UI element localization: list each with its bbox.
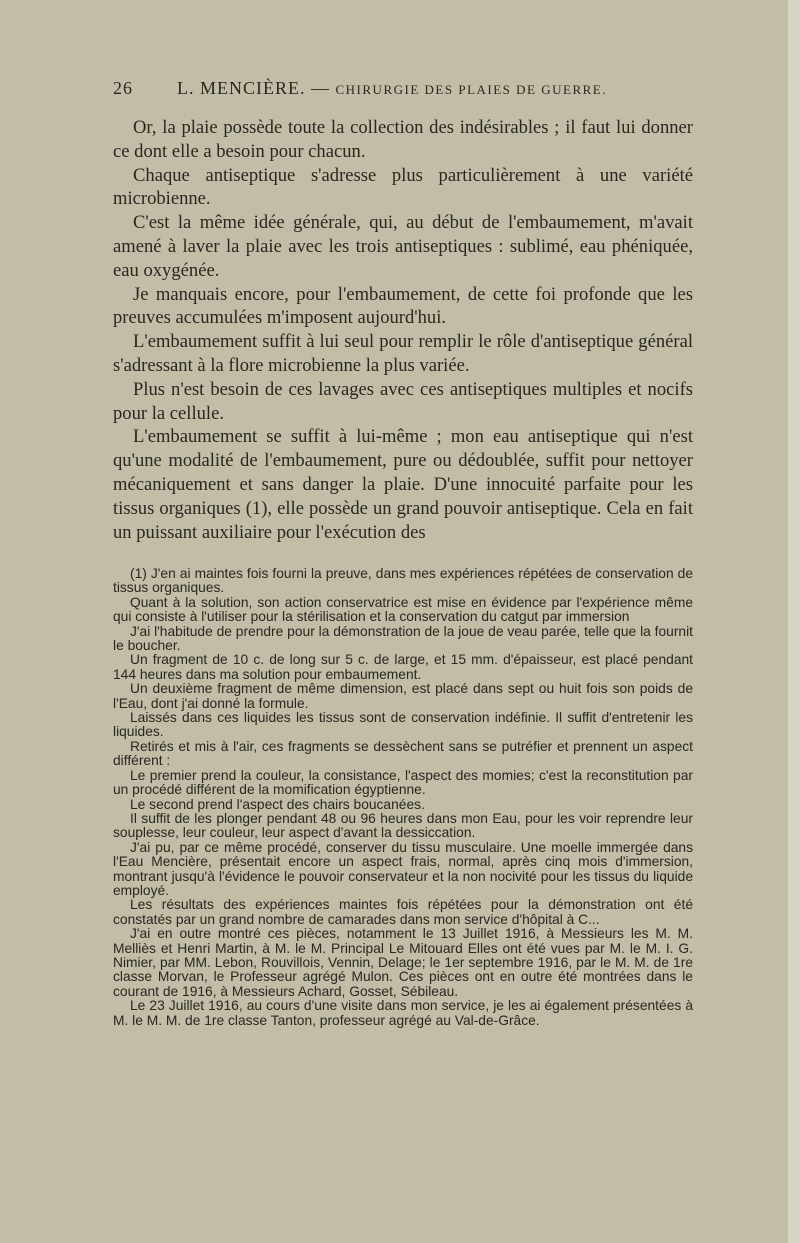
header-title: CHIRURGIE DES PLAIES DE GUERRE. bbox=[335, 82, 607, 97]
body-paragraph: L'embaumement suffit à lui seul pour remplir le rôle d'antiseptique général s'adressant à la flore microbienne la plus variée. bbox=[113, 331, 693, 376]
footnote-paragraph: Le second prend l'aspect des chairs boucanées. bbox=[130, 796, 425, 812]
footnote-paragraph: (1) J'en ai maintes fois fourni la preuve, dans mes expériences répétées de conservation de tissus organiques. bbox=[113, 566, 693, 596]
footnote-paragraph: Le 23 Juillet 1916, au cours d'une visite dans mon service, je les ai également présentées à M. le M. M. de 1re classe Tanton, professeur agrégé au Val-de-Grâce. bbox=[113, 998, 693, 1028]
footnote-paragraph: Le premier prend la couleur, la consistance, l'aspect des momies; c'est la reconstitution par un procédé différent de la momification égyptienne. bbox=[113, 767, 693, 798]
footnote-paragraph: Un deuxième fragment de même dimension, est placé dans sept ou huit fois son poids de l'Eau, dont j'ai donné la formule. bbox=[113, 681, 693, 711]
page-edge bbox=[788, 0, 800, 1243]
running-header bbox=[113, 78, 693, 108]
body-paragraph: L'embaumement se suffit à lui-même ; mon eau antiseptique qui n'est qu'une modalité de l'embaumement, pure ou dédoublée, suffit pour nettoyer mécaniquement et sans danger la plaie. D'une innocuité parfaite pour les tissus organiques (1), elle possède un grand pouvoir antiseptique. Cela en fait un puissant auxiliaire pour l'exécution des bbox=[113, 426, 693, 543]
footnote-paragraph: Retirés et mis à l'air, ces fragments se dessèchent sans se putréfier et prennent un aspect différent : bbox=[113, 738, 693, 769]
body-paragraph: Chaque antiseptique s'adresse plus particulièrement à une variété microbienne. bbox=[113, 164, 693, 210]
body-paragraph: Je manquais encore, pour l'embaumement, de cette foi profonde que les preuves accumulées m'imposent aujourd'hui. bbox=[113, 283, 693, 329]
page-number: 26 bbox=[113, 78, 133, 98]
running-title bbox=[177, 78, 607, 99]
main-text bbox=[113, 116, 693, 544]
body-paragraph: Plus n'est besoin de ces lavages avec ces antiseptiques multiples et nocifs pour la cellule. bbox=[113, 378, 693, 424]
header-author: L. MENCIÈRE. bbox=[177, 78, 306, 98]
footnote-paragraph: Quant à la solution, son action conservatrice est mise en évidence par l'expérience même qui consiste à l'utiliser pour la stérilisation et la conservation du catgut par immersion bbox=[113, 594, 693, 625]
footnote-paragraph: Laissés dans ces liquides les tissus sont de conservation indéfinie. Il suffit d'entretenir les liquides. bbox=[113, 710, 693, 740]
body-paragraph: Or, la plaie possède toute la collection des indésirables ; il faut lui donner ce dont elle a besoin pour chacun. bbox=[113, 117, 693, 162]
header-dash: — bbox=[305, 78, 336, 98]
footnote-paragraph: J'ai en outre montré ces pièces, notamment le 13 Juillet 1916, à Messieurs les M. M. Melliès et Henri Martin, à M. le M. Principal Le Mitouard Elles ont été vues par M. le M. I. G. Nimier, par MM. Lebon, Rouvillois, Vennin, Delage; le 1er septembre 1916, par le M. M. de 1re classe Morvan, le Professeur agrégé Mulon. Ces pièces ont en outre été montrées dans le courant de 1916, à Messieurs Achard, Gosset, Sébileau. bbox=[113, 926, 693, 999]
footnotes bbox=[113, 567, 693, 1028]
footnote-paragraph: Un fragment de 10 c. de long sur 5 c. de large, et 15 mm. d'épaisseur, est placé pendant 144 heures dans ma solution pour embaumement. bbox=[113, 652, 693, 682]
footnote-paragraph: Les résultats des expériences maintes fois répétées pour la démonstration ont été constatés par un grand nombre de camarades dans mon service d'hôpital à C... bbox=[113, 897, 693, 927]
footnote-paragraph: Il suffit de les plonger pendant 48 ou 96 heures dans mon Eau, pour les voir reprendre leur souplesse, leur couleur, leur aspect d'avant la dessiccation. bbox=[113, 810, 693, 841]
footnote-paragraph: J'ai l'habitude de prendre pour la démonstration de la joue de veau parée, telle que la fournit le boucher. bbox=[113, 623, 693, 654]
body-paragraph: C'est la même idée générale, qui, au début de l'embaumement, m'avait amené à laver la plaie avec les trois antiseptiques : sublimé, eau phéniquée, eau oxygénée. bbox=[113, 212, 693, 281]
footnote-paragraph: J'ai pu, par ce même procédé, conserver du tissu musculaire. Une moelle immergée dans l'Eau Mencière, présentait encore un aspect frais, normal, après cinq mois d'immersion, montrant jusqu'à l'évidence le pouvoir conservateur et la non nocivité pour les tissus du liquide employé. bbox=[113, 839, 693, 898]
